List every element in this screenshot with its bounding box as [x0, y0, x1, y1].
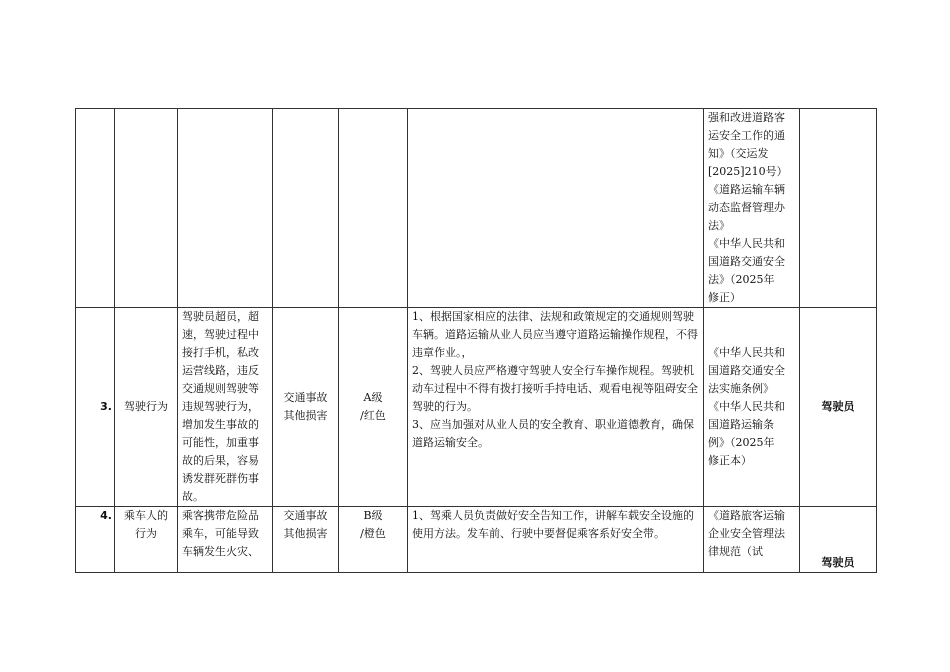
responsible-cell: 驾驶员 — [800, 308, 877, 507]
responsible-cell: 驾驶员 — [800, 507, 877, 573]
consequence-cell — [273, 109, 339, 308]
control-measures-cell — [408, 109, 704, 308]
legal-basis-cell: 《道路旅客运输 企业安全管理法 律规范（试 — [704, 507, 800, 573]
row-number-cell: 4. — [76, 507, 115, 573]
risk-description-cell: 驾驶员超员，超 速，驾驶过程中 接打手机，私改 运营线路，违反 交通规则驾驶等 违规驾驶行为， 增加发生事故的 可能性，加重事 故的后果，容易 诱发群死群伤事 故。 — [178, 308, 273, 507]
risk-description-cell: 乘客携带危险品 乘车，可能导致 车辆发生火灾、 — [178, 507, 273, 573]
risk-item-cell — [115, 109, 178, 308]
row-number-cell — [76, 109, 115, 308]
table-row — [76, 109, 877, 308]
legal-basis-cell: 《中华人民共和 国道路交通安全 法实施条例》 《中华人民共和 国道路运输条 例》（2025年 修正本） — [704, 308, 800, 507]
control-measures-cell: 1、驾乘人员负责做好安全告知工作，讲解车载安全设施的使用方法。发车前、行驶中要督促乘客系好安全带。 — [408, 507, 704, 573]
control-measures-cell: 1、根据国家相应的法律、法规和政策规定的交通规则驾驶车辆。道路运输从业人员应当遵守道路运输操作规程，不得违章作业。， 2、驾驶人员应严格遵守驾驶人安全行车操作规程。驾驶机动车过程中不得有拨打接听手持电话、观看电视等阻碍安全驾驶的行为。 3、应当加强对从业人员的安全教育、职业道德教育，确保道路运输安全。 — [408, 308, 704, 507]
risk-item-cell: 驾驶行为 — [115, 308, 178, 507]
risk-level-cell: A级 /红色 — [339, 308, 408, 507]
responsible-cell — [800, 109, 877, 308]
consequence-cell: 交通事故 其他损害 — [273, 507, 339, 573]
risk-level-cell — [339, 109, 408, 308]
consequence-cell: 交通事故 其他损害 — [273, 308, 339, 507]
table-row — [76, 507, 877, 573]
legal-basis-cell: 强和改进道路客 运安全工作的通 知》（交运发 [2025]210号） 《道路运输车辆 动态监督管理办 法》 《中华人民共和 国道路交通安全 法》（2025年 修正） — [704, 109, 800, 308]
risk-level-cell: B级 /橙色 — [339, 507, 408, 573]
risk-table — [75, 108, 877, 573]
risk-item-cell: 乘车人的 行为 — [115, 507, 178, 573]
risk-description-cell — [178, 109, 273, 308]
row-number-cell: 3. — [76, 308, 115, 507]
table-row — [76, 308, 877, 507]
